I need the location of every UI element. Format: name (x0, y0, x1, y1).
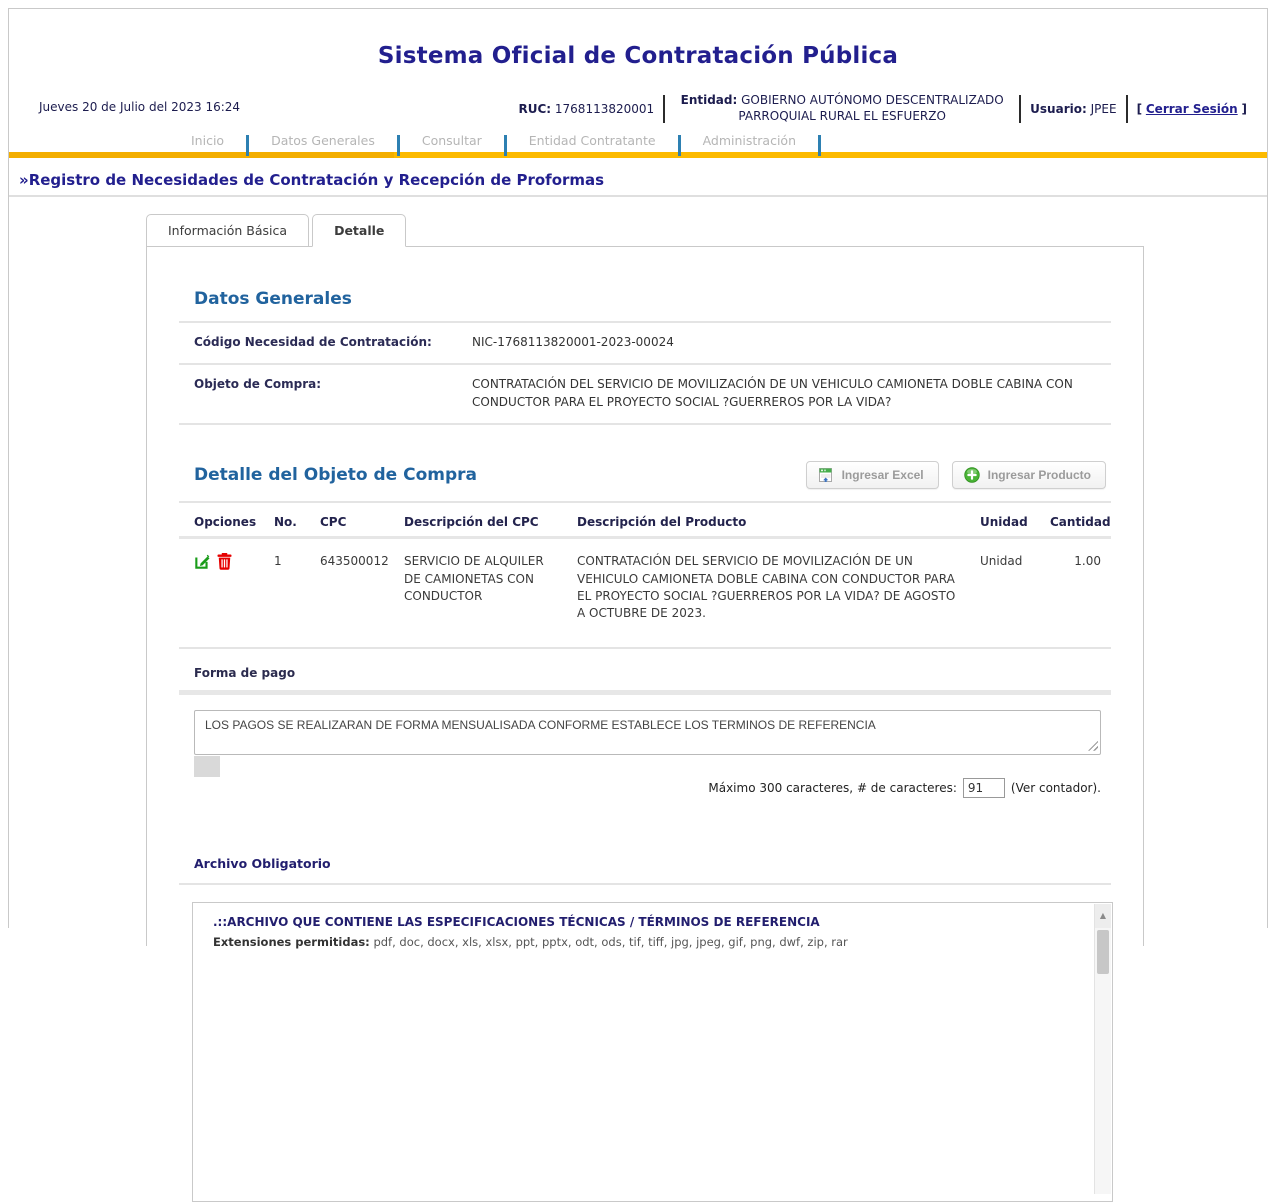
entity-label: Entidad: (680, 93, 738, 107)
codigo-necesidad-label: Código Necesidad de Contratación: (194, 335, 432, 350)
session-details (518, 93, 1247, 124)
counter-widget-placeholder (194, 756, 220, 777)
session-info-bar (9, 93, 1267, 124)
archivo-obligatorio-heading: Archivo Obligatorio (194, 855, 331, 871)
detalle-objeto-heading: Detalle del Objeto de Compra (194, 465, 477, 486)
page-title: »Registro de Necesidades de Contratación y Recepción de Proformas (19, 171, 605, 190)
nav-item-inicio[interactable]: Inicio (191, 133, 225, 149)
extensions-label: Extensiones permitidas: (213, 934, 370, 949)
ruc-value: 1768113820001 (554, 101, 655, 116)
user-label: Usuario: (1030, 101, 1087, 116)
divider (179, 883, 1111, 885)
vertical-separator (1126, 95, 1128, 123)
row-options (194, 553, 274, 623)
col-header-cpc: CPC (320, 515, 347, 530)
tab-strip (146, 214, 1267, 246)
extensions-value: pdf, doc, docx, xls, xlsx, ppt, pptx, odt, ods, tif, tiff, jpg, jpeg, gif, png, dwf, zip, rar (373, 934, 848, 949)
plus-circle-icon (964, 467, 980, 483)
cell-no: 1 (274, 554, 282, 569)
nav-item-datos-generales[interactable]: Datos Generales (271, 133, 375, 149)
codigo-necesidad-row (179, 323, 1111, 363)
tab-detalle[interactable]: Detalle (312, 214, 406, 247)
counter-suffix: (Ver contador). (1010, 780, 1101, 795)
archivo-extensions-line (213, 935, 1066, 949)
character-counter-row (179, 778, 1111, 798)
forma-pago-label: Forma de pago (194, 665, 296, 680)
detalle-objeto-actions (806, 461, 1106, 489)
entity-value: GOBIERNO AUTÓNOMO DESCENTRALIZADO PARROQUIAL RURAL EL ESFUERZO (738, 93, 1004, 123)
datos-generales-heading: Datos Generales (194, 289, 352, 310)
counter-text: Máximo 300 caracteres, # de caracteres: (708, 780, 957, 795)
forma-pago-textarea[interactable] (194, 710, 1101, 755)
cell-cpc: 643500012 (320, 554, 389, 569)
detalle-panel (146, 246, 1144, 949)
vertical-separator (663, 95, 665, 123)
nav-item-administracion[interactable]: Administración (702, 133, 797, 149)
col-header-descripcion-cpc: Descripción del CPC (404, 515, 539, 530)
archivo-box-title: .::ARCHIVO QUE CONTIENE LAS ESPECIFICACIONES TÉCNICAS / TÉRMINOS DE REFERENCIA (213, 914, 820, 929)
col-header-descripcion-producto: Descripción del Producto (577, 515, 747, 530)
entity-field (674, 93, 1010, 124)
nav-separator (818, 135, 821, 156)
objeto-compra-row (179, 365, 1111, 423)
productos-table-header (179, 503, 1111, 536)
scrollbar-thumb[interactable] (1097, 930, 1109, 974)
archivo-scrollbar[interactable] (1094, 904, 1111, 1194)
vertical-separator (1019, 95, 1021, 123)
main-nav (169, 133, 1267, 152)
cell-unidad: Unidad (980, 554, 1023, 569)
scrollbar-up-arrow-icon[interactable]: ▲ (1095, 904, 1111, 928)
logout-bracket-open: [ (1136, 101, 1143, 116)
user-value: JPEE (1090, 101, 1117, 116)
col-header-unidad: Unidad (980, 515, 1028, 530)
table-row (179, 539, 1111, 647)
divider (179, 423, 1111, 425)
ingresar-excel-button[interactable] (806, 461, 939, 489)
ruc-label: RUC: (518, 101, 552, 116)
gold-accent-bar (9, 152, 1267, 158)
edit-icon[interactable] (194, 553, 211, 570)
logout-group (1137, 102, 1247, 116)
divider (179, 690, 1111, 695)
tab-informacion-basica[interactable]: Información Básica (146, 214, 309, 247)
archivo-box (192, 902, 1113, 1202)
forma-pago-textarea-wrap (194, 710, 1101, 755)
objeto-compra-value: CONTRATACIÓN DEL SERVICIO DE MOVILIZACIÓN DE UN VEHICULO CAMIONETA DOBLE CABINA CON CONDUCTOR PARA EL PROYECTO SOCIAL ?GUERREROS POR LA VIDA? (472, 377, 1073, 410)
current-datetime: Jueves 20 de Julio del 2023 16:24 (39, 100, 241, 114)
nav-item-entidad-contratante[interactable]: Entidad Contratante (528, 133, 656, 149)
col-header-no: No. (274, 515, 297, 530)
ingresar-excel-label: Ingresar Excel (841, 468, 924, 483)
divider (179, 647, 1111, 649)
nav-item-consultar[interactable]: Consultar (421, 133, 482, 149)
ingresar-producto-label: Ingresar Producto (987, 468, 1091, 483)
excel-import-icon (818, 467, 834, 483)
logout-link[interactable]: Cerrar Sesión (1145, 101, 1238, 116)
col-header-cantidad: Cantidad (1050, 515, 1111, 530)
detalle-objeto-heading-row (179, 461, 1111, 489)
ingresar-producto-button[interactable] (952, 461, 1106, 489)
ruc-field (518, 102, 654, 116)
col-header-opciones: Opciones (194, 515, 257, 530)
divider (9, 195, 1267, 197)
cell-cantidad: 1.00 (1074, 554, 1101, 569)
character-count-input[interactable] (963, 778, 1005, 798)
cell-descripcion-producto: CONTRATACIÓN DEL SERVICIO DE MOVILIZACIÓN DE UN VEHICULO CAMIONETA DOBLE CABINA CON CONDUCTOR PARA EL PROYECTO SOCIAL ?GUERREROS POR LA VIDA? DE AGOSTO A OCTUBRE DE 2023. (577, 554, 956, 621)
codigo-necesidad-value: NIC-1768113820001-2023-00024 (472, 335, 674, 350)
logout-bracket-close: ] (1241, 101, 1247, 116)
objeto-compra-label: Objeto de Compra: (194, 377, 322, 392)
page-frame (8, 8, 1268, 949)
user-field (1030, 102, 1116, 116)
delete-trash-icon[interactable] (217, 553, 232, 570)
app-title: Sistema Oficial de Contratación Pública (377, 43, 899, 69)
cell-descripcion-cpc: SERVICIO DE ALQUILER DE CAMIONETAS CON CONDUCTOR (404, 554, 544, 603)
